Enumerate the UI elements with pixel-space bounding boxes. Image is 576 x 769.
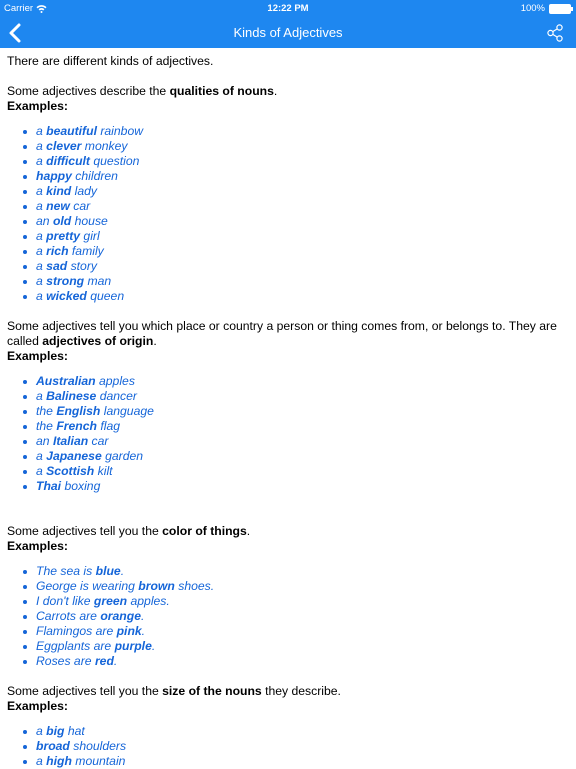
example-adjective: Thai — [36, 479, 62, 493]
para-text: Some adjectives tell you which place or country a person or thing comes from, or belongs to. They are called — [7, 319, 557, 348]
example-adjective: broad — [36, 739, 70, 753]
example-text: . — [151, 639, 156, 653]
example-adjective: difficult — [46, 154, 90, 168]
example-text: a — [36, 199, 47, 213]
example-item — [7, 374, 569, 389]
example-text: a — [36, 124, 47, 138]
para-text: Some adjectives tell you the — [7, 524, 163, 538]
example-text: a — [36, 244, 47, 258]
example-adjective: beautiful — [46, 124, 97, 138]
example-text: hat — [64, 724, 85, 738]
example-text: monkey — [81, 139, 128, 153]
example-text: apples. — [127, 594, 170, 608]
example-text: Carrots are — [36, 609, 101, 623]
example-text: a — [36, 389, 47, 403]
example-text: kilt — [94, 464, 113, 478]
example-item — [7, 139, 569, 154]
example-text: a — [36, 229, 47, 243]
example-adjective: high — [46, 754, 72, 768]
example-text: The sea is — [36, 564, 96, 578]
example-adjective: pretty — [46, 229, 81, 243]
example-text: George is wearing — [36, 579, 139, 593]
example-item — [7, 464, 569, 479]
example-item — [7, 419, 569, 434]
example-item — [7, 259, 569, 274]
example-adjective: French — [56, 419, 97, 433]
page-title: Kinds of Adjectives — [233, 25, 343, 40]
intro-text: There are different kinds of adjectives. — [7, 54, 214, 68]
example-item — [7, 404, 569, 419]
example-adjective: new — [46, 199, 70, 213]
example-text: a — [36, 259, 47, 273]
para-text: Some adjectives tell you the — [7, 684, 163, 698]
example-item — [7, 389, 569, 404]
example-list — [7, 724, 569, 769]
example-adjective: Australian — [36, 374, 96, 388]
example-item — [7, 169, 569, 184]
battery-percent: 100% — [520, 3, 545, 14]
example-adjective: English — [56, 404, 101, 418]
para-text: they describe. — [261, 684, 341, 698]
example-item — [7, 579, 569, 594]
example-item — [7, 724, 569, 739]
status-bar — [0, 0, 576, 18]
example-item — [7, 739, 569, 754]
para-keyword: color of things — [162, 524, 247, 538]
example-item — [7, 289, 569, 304]
example-text: shoes. — [174, 579, 215, 593]
example-adjective: strong — [46, 274, 85, 288]
examples-label — [7, 99, 569, 114]
section-paragraph — [7, 84, 569, 99]
example-adjective: Balinese — [46, 389, 97, 403]
example-adjective: clever — [46, 139, 82, 153]
example-item — [7, 124, 569, 139]
example-adjective: wicked — [46, 289, 87, 303]
example-item — [7, 449, 569, 464]
example-text: . — [113, 654, 118, 668]
example-adjective: rich — [46, 244, 69, 258]
section-paragraph — [7, 684, 569, 699]
para-text: . — [273, 84, 278, 98]
example-text: rainbow — [96, 124, 144, 138]
example-text: a — [36, 289, 47, 303]
example-adjective: old — [52, 214, 72, 228]
example-list — [7, 374, 569, 494]
example-adjective: purple — [114, 639, 152, 653]
example-text: a — [36, 274, 47, 288]
example-item — [7, 244, 569, 259]
example-adjective: happy — [36, 169, 72, 183]
example-text: . — [141, 624, 146, 638]
example-text: a — [36, 724, 47, 738]
section-paragraph — [7, 524, 569, 539]
battery-icon — [549, 4, 571, 14]
example-text: children — [71, 169, 118, 183]
navigation-bar — [0, 18, 576, 48]
example-text: a — [36, 139, 47, 153]
example-item — [7, 594, 569, 609]
example-text: house — [71, 214, 108, 228]
example-text: queen — [86, 289, 125, 303]
example-adjective: green — [93, 594, 128, 608]
example-item — [7, 624, 569, 639]
examples-label — [7, 539, 569, 554]
example-item — [7, 274, 569, 289]
example-item — [7, 154, 569, 169]
examples-label-text: Examples: — [7, 699, 68, 713]
example-text: a — [36, 184, 47, 198]
examples-label-text: Examples: — [7, 539, 68, 553]
example-adjective: big — [46, 724, 65, 738]
example-text: story — [67, 259, 97, 273]
para-keyword: size of the nouns — [162, 684, 262, 698]
status-right — [521, 3, 571, 14]
para-keyword: adjectives of origin — [42, 334, 154, 348]
example-text: girl — [80, 229, 100, 243]
section-paragraph — [7, 319, 569, 349]
example-item — [7, 654, 569, 669]
example-text: a — [36, 754, 47, 768]
example-text: car — [88, 434, 109, 448]
example-text: lady — [71, 184, 97, 198]
examples-label — [7, 699, 569, 714]
header — [0, 0, 576, 48]
example-text: I don't like — [36, 594, 94, 608]
example-text: Eggplants are — [36, 639, 115, 653]
example-item — [7, 564, 569, 579]
example-text: . — [140, 609, 145, 623]
example-adjective: Japanese — [46, 449, 102, 463]
examples-label-text: Examples: — [7, 99, 68, 113]
example-item — [7, 639, 569, 654]
example-text: the — [36, 419, 57, 433]
example-text: car — [69, 199, 91, 213]
example-text: a — [36, 464, 47, 478]
para-keyword: qualities of nouns — [169, 84, 274, 98]
example-item — [7, 479, 569, 494]
para-text: . — [153, 334, 157, 348]
example-text: family — [68, 244, 104, 258]
example-adjective: kind — [46, 184, 72, 198]
status-time: 12:22 PM — [267, 3, 309, 14]
example-list — [7, 564, 569, 669]
example-item — [7, 754, 569, 769]
example-text: dancer — [96, 389, 137, 403]
example-text: the — [36, 404, 57, 418]
example-text: mountain — [71, 754, 126, 768]
example-item — [7, 214, 569, 229]
example-text: a — [36, 449, 47, 463]
example-list — [7, 124, 569, 304]
example-text: an — [36, 434, 53, 448]
para-text: Some adjectives describe the — [7, 84, 170, 98]
example-adjective: red — [94, 654, 114, 668]
example-text: . — [120, 564, 125, 578]
share-icon[interactable] — [546, 24, 564, 42]
example-item — [7, 609, 569, 624]
carrier-label: Carrier — [4, 3, 34, 14]
example-item — [7, 184, 569, 199]
example-text: flag — [96, 419, 121, 433]
example-text: a — [36, 154, 47, 168]
example-adjective: sad — [46, 259, 68, 273]
example-adjective: pink — [116, 624, 142, 638]
example-adjective: blue — [95, 564, 121, 578]
example-text: boxing — [61, 479, 101, 493]
example-text: shoulders — [69, 739, 127, 753]
example-text: apples — [95, 374, 135, 388]
example-text: an — [36, 214, 53, 228]
example-text: garden — [101, 449, 144, 463]
examples-label-text: Examples: — [7, 349, 68, 363]
example-text: question — [89, 154, 140, 168]
para-text: . — [246, 524, 251, 538]
example-adjective: Scottish — [46, 464, 95, 478]
example-adjective: orange — [100, 609, 141, 623]
example-text: language — [100, 404, 154, 418]
example-adjective: brown — [138, 579, 175, 593]
example-item — [7, 434, 569, 449]
example-text: Roses are — [36, 654, 95, 668]
examples-label — [7, 349, 569, 364]
example-text: man — [84, 274, 112, 288]
example-adjective: Italian — [52, 434, 89, 448]
example-item — [7, 199, 569, 214]
example-text: Flamingos are — [36, 624, 117, 638]
example-item — [7, 229, 569, 244]
article-content — [0, 48, 576, 769]
